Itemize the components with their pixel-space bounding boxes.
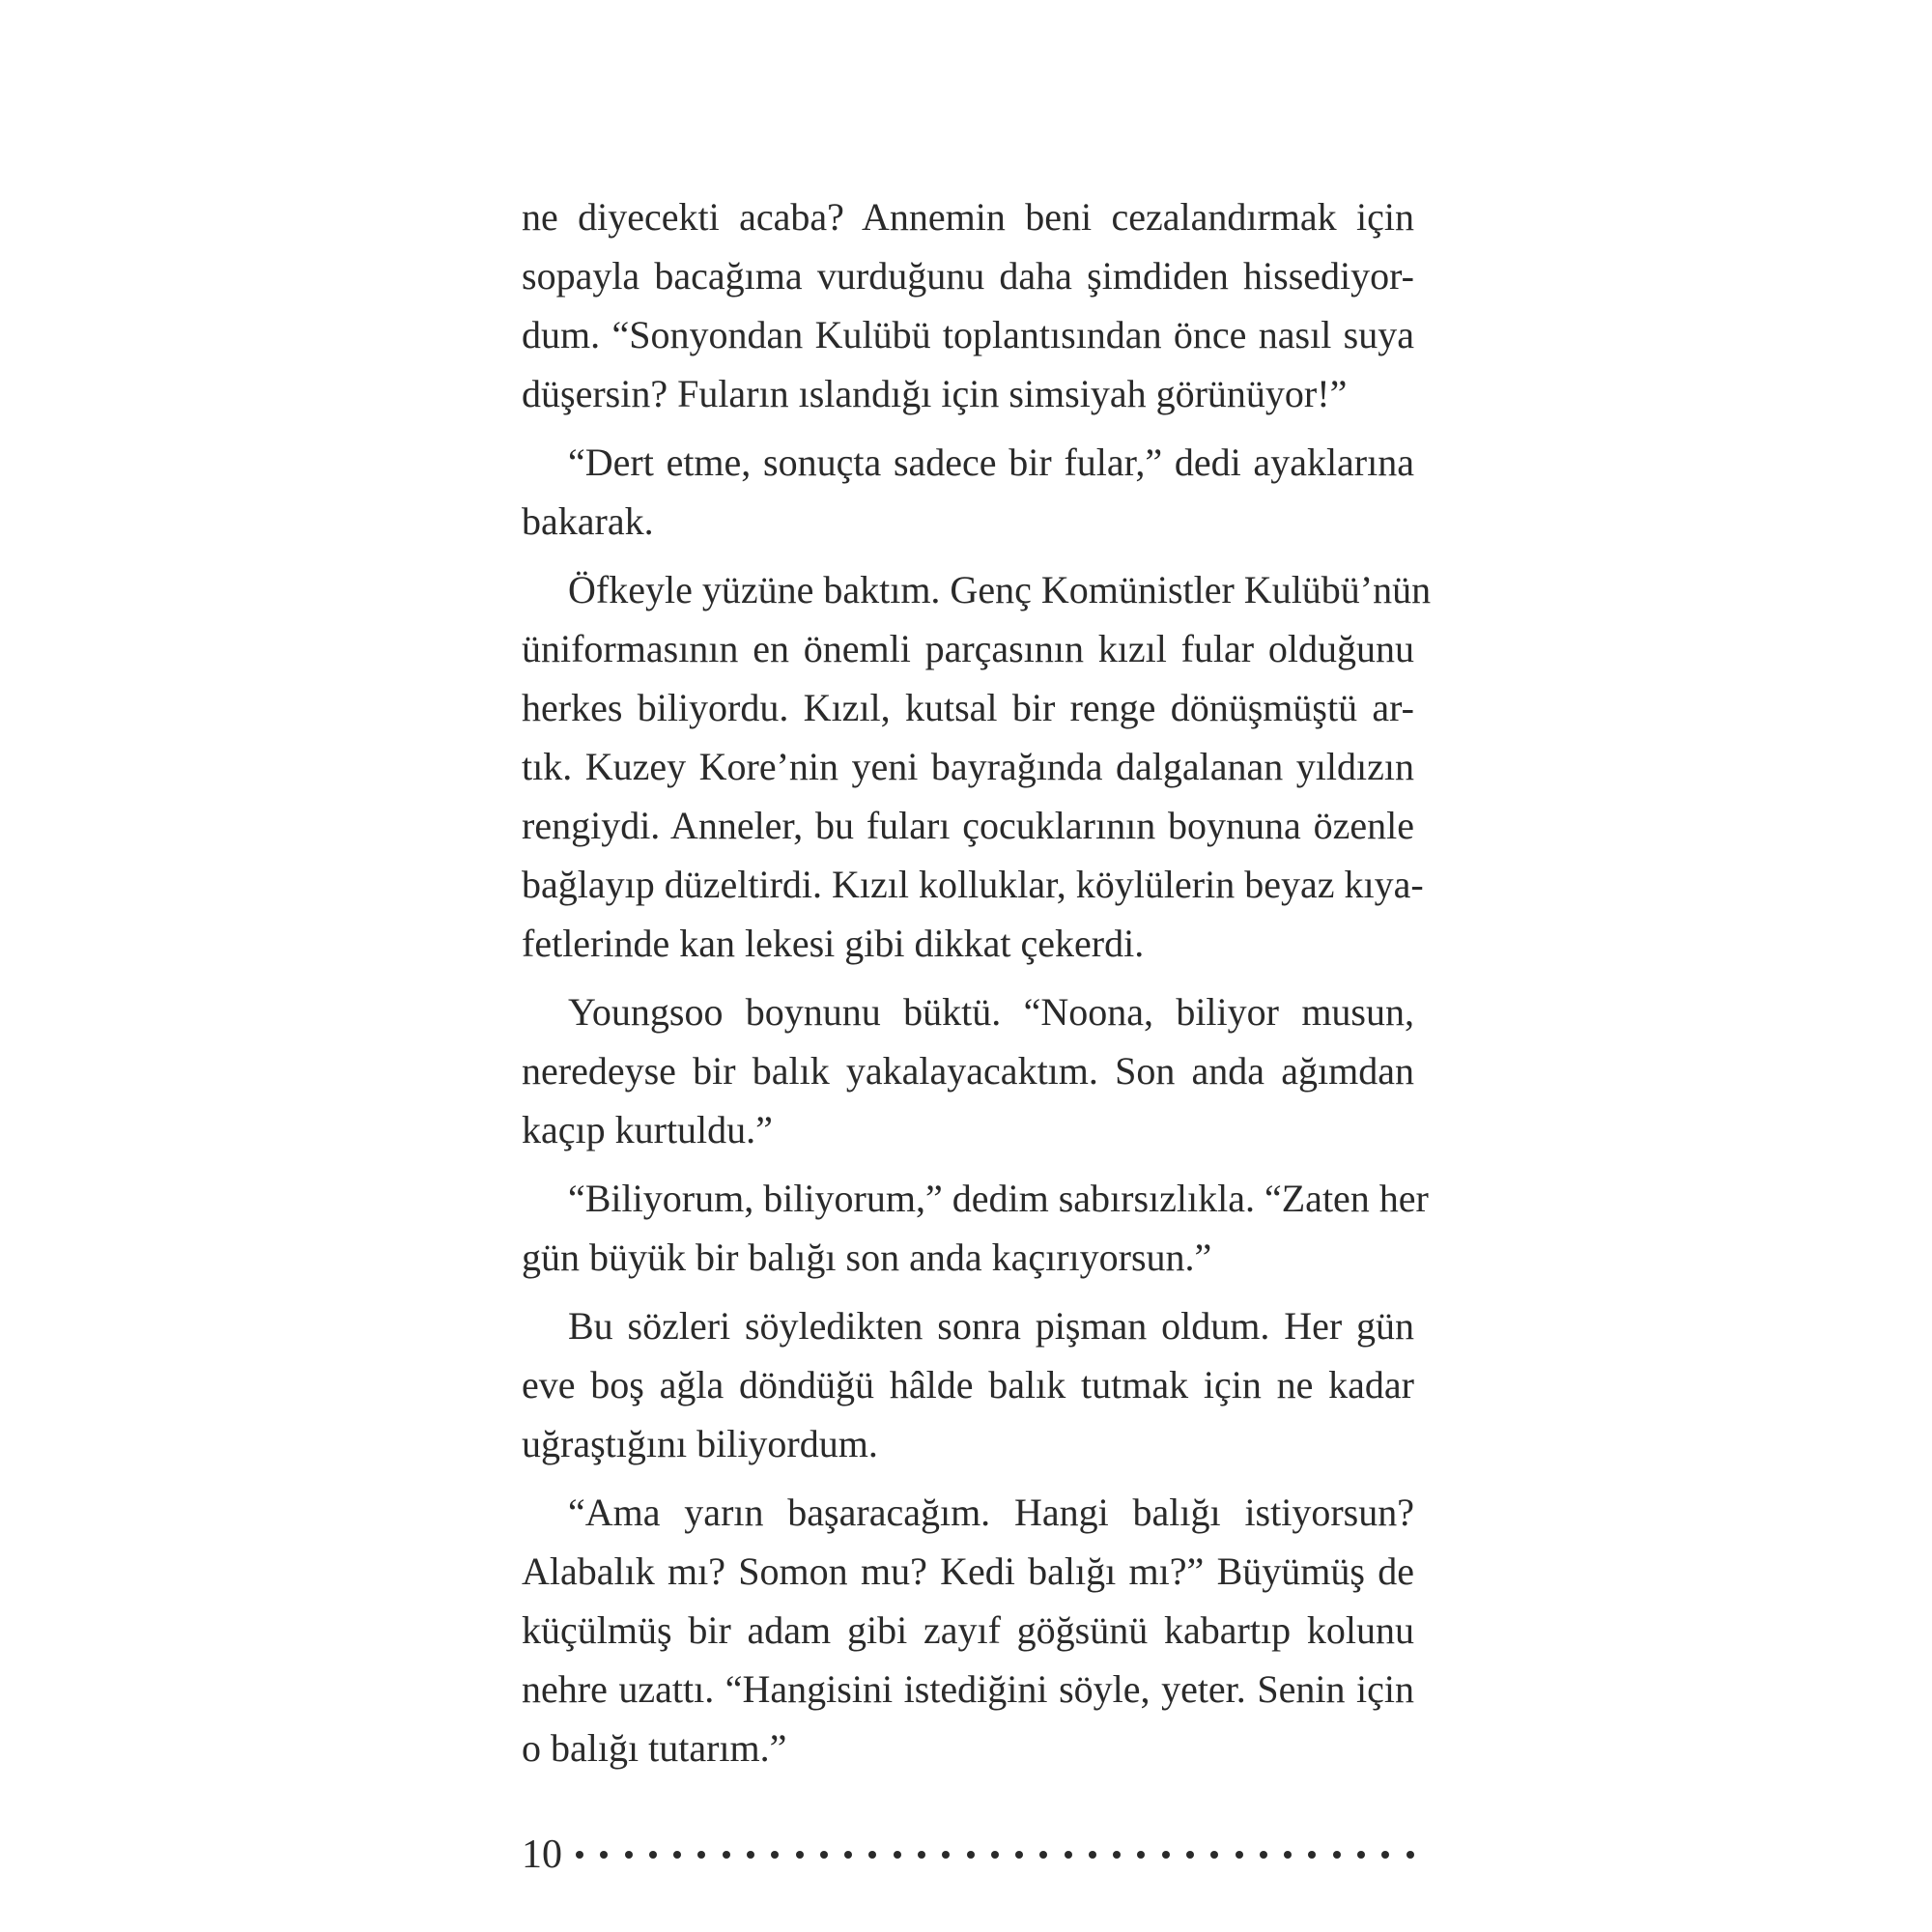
text-line: tık. Kuzey Kore’nin yeni bayrağında dalgalanan yıldızın	[522, 745, 1414, 788]
leader-dot	[771, 1851, 779, 1859]
leader-dot	[673, 1851, 681, 1859]
leader-dot	[1236, 1851, 1243, 1859]
paragraph	[522, 1296, 1414, 1473]
page-footer	[522, 1826, 1414, 1884]
paragraph	[522, 982, 1414, 1159]
leader-dot	[1406, 1851, 1414, 1859]
leader-dot	[820, 1851, 828, 1859]
text-line: gün büyük bir balığı son anda kaçırıyorsun.”	[522, 1236, 1212, 1279]
leader-dot	[576, 1851, 583, 1859]
leader-dot	[894, 1851, 901, 1859]
leader-dot	[942, 1851, 950, 1859]
text-line: üniformasının en önemli parçasının kızıl fular olduğunu	[522, 627, 1414, 670]
text-line: düşersin? Fuların ıslandığı için simsiyah görünüyor!”	[522, 372, 1348, 415]
leader-dot	[1210, 1851, 1218, 1859]
paragraph	[522, 433, 1414, 551]
leader-dot	[1260, 1851, 1267, 1859]
text-line: ne diyecekti acaba? Annemin beni cezalandırmak için	[522, 195, 1414, 239]
page-number: 10	[522, 1833, 562, 1877]
text-line: fetlerinde kan lekesi gibi dikkat çekerdi.	[522, 922, 1145, 965]
paragraph	[522, 187, 1414, 423]
text-line: sopayla bacağıma vurduğunu daha şimdiden hissediyor-	[522, 254, 1414, 298]
text-line: Bu sözleri söyledikten sonra pişman oldum. Her gün	[568, 1304, 1414, 1348]
text-line: “Ama yarın başaracağım. Hangi balığı istiyorsun?	[568, 1491, 1414, 1534]
leader-dot	[697, 1851, 705, 1859]
text-line: nehre uzattı. “Hangisini istediğini söyle, yeter. Senin için	[522, 1667, 1414, 1711]
leader-dot	[625, 1851, 633, 1859]
dotted-leader	[576, 1826, 1414, 1884]
leader-dot	[649, 1851, 657, 1859]
paragraph	[522, 1483, 1414, 1777]
text-line: küçülmüş bir adam gibi zayıf göğsünü kabartıp kolunu	[522, 1608, 1414, 1652]
leader-dot	[796, 1851, 804, 1859]
leader-dot	[991, 1851, 999, 1859]
text-line: eve boş ağla döndüğü hâlde balık tutmak için ne kadar	[522, 1363, 1414, 1406]
text-line: o balığı tutarım.”	[522, 1726, 787, 1770]
leader-dot	[1284, 1851, 1292, 1859]
text-line: dum. “Sonyondan Kulübü toplantısından önce nasıl suya	[522, 313, 1414, 356]
leader-dot	[918, 1851, 925, 1859]
text-line: Alabalık mı? Somon mu? Kedi balığı mı?” Büyümüş de	[522, 1549, 1414, 1593]
text-line: kaçıp kurtuldu.”	[522, 1108, 773, 1151]
leader-dot	[1015, 1851, 1023, 1859]
text-line: “Biliyorum, biliyorum,” dedim sabırsızlıkla. “Zaten her	[568, 1177, 1429, 1220]
leader-dot	[1186, 1851, 1194, 1859]
leader-dot	[1039, 1851, 1047, 1859]
leader-dot	[967, 1851, 975, 1859]
leader-dot	[1381, 1851, 1389, 1859]
leader-dot	[600, 1851, 608, 1859]
text-line: neredeyse bir balık yakalayacaktım. Son anda ağımdan	[522, 1049, 1414, 1093]
leader-dot	[1089, 1851, 1096, 1859]
paragraph	[522, 1169, 1429, 1287]
text-line: bakarak.	[522, 499, 654, 543]
leader-dot	[1333, 1851, 1341, 1859]
text-line: Youngsoo boynunu büktü. “Noona, biliyor musun,	[568, 990, 1414, 1034]
leader-dot	[1162, 1851, 1170, 1859]
text-line: Öfkeyle yüzüne baktım. Genç Komünistler Kulübü’nün	[568, 568, 1432, 611]
text-line: rengiydi. Anneler, bu fuları çocuklarının boynuna özenle	[522, 804, 1414, 847]
leader-dot	[1308, 1851, 1316, 1859]
paragraph	[522, 560, 1432, 973]
leader-dot	[868, 1851, 876, 1859]
text-line: herkes biliyordu. Kızıl, kutsal bir renge dönüşmüştü ar-	[522, 686, 1414, 729]
leader-dot	[723, 1851, 730, 1859]
leader-dot	[747, 1851, 754, 1859]
leader-dot	[844, 1851, 852, 1859]
text-line: bağlayıp düzeltirdi. Kızıl kolluklar, köylülerin beyaz kıya-	[522, 863, 1424, 906]
leader-dot	[1357, 1851, 1365, 1859]
body-text	[522, 187, 1432, 1777]
text-line: “Dert etme, sonuçta sadece bir fular,” dedi ayaklarına	[568, 440, 1414, 484]
text-line: uğraştığını biliyordum.	[522, 1422, 878, 1465]
leader-dot	[1137, 1851, 1145, 1859]
leader-dot	[1113, 1851, 1121, 1859]
leader-dot	[1065, 1851, 1072, 1859]
